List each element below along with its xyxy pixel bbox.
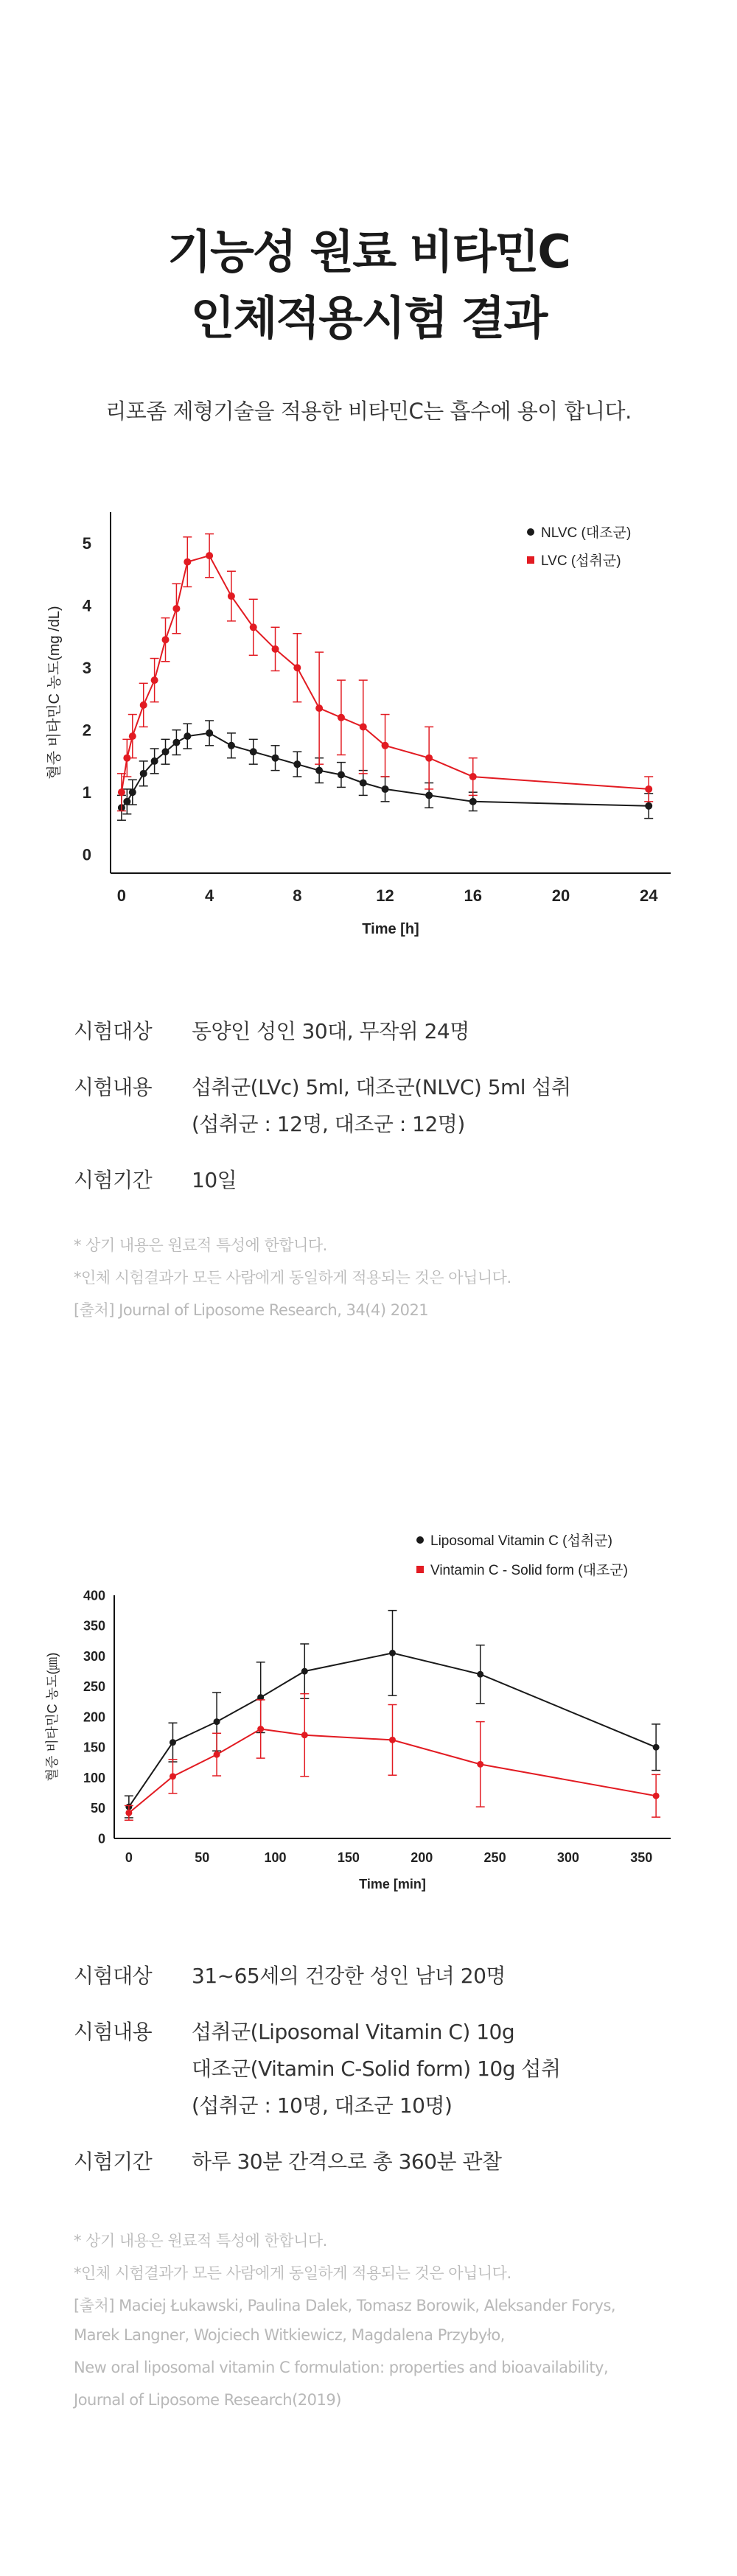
chart2-x-axis-label: Time [min] (359, 1877, 426, 1891)
chart1-series-0-point (228, 742, 235, 749)
study1-row-label: 시험내용 (74, 1075, 153, 1099)
chart2-x-tick-label: 50 (195, 1850, 210, 1865)
chart2-y-tick-label: 150 (83, 1740, 105, 1755)
chart1-y-axis-label: 혈중 비타민C 농도(mg /dL) (46, 606, 63, 780)
study2-row-label: 시험대상 (74, 1964, 153, 1988)
study1-row-value: 섭취군(LVc) 5ml, 대조군(NLVC) 5ml 섭취 (192, 1075, 571, 1099)
chart2-series-1-point (257, 1726, 264, 1732)
chart2-series-0-point (301, 1668, 308, 1675)
study1-row-value: 10일 (192, 1168, 237, 1192)
study1-note: [출처] Journal of Liposome Research, 34(4) 2021 (74, 1301, 429, 1319)
chart1-series-1-point (250, 623, 257, 631)
chart1-series-1-point (315, 704, 323, 712)
chart1-series-0-point (162, 748, 170, 755)
chart2-x-tick-label: 300 (556, 1850, 579, 1865)
chart2-legend-marker-0 (416, 1536, 424, 1544)
chart2-y-tick-label: 200 (83, 1709, 105, 1725)
chart2-x-tick-label: 150 (337, 1850, 360, 1865)
chart1-series-0-point (293, 760, 301, 768)
chart1-series-0-point (129, 788, 136, 796)
chart1-x-tick-label: 20 (551, 886, 570, 905)
chart1-y-tick-label: 1 (82, 783, 91, 802)
chart1-series-0-point (272, 755, 279, 762)
chart1-x-tick-label: 16 (464, 886, 483, 905)
chart1-x-tick-label: 24 (639, 886, 658, 905)
study2-row-value: 섭취군(Liposomal Vitamin C) 10g (192, 2020, 515, 2044)
chart1-x-tick-label: 0 (116, 886, 127, 905)
chart2-x-tick-label: 200 (411, 1850, 433, 1865)
chart1-series-0-point (469, 798, 477, 805)
chart2-series-0-point (170, 1739, 176, 1746)
chart2-y-tick-label: 100 (83, 1770, 105, 1785)
study2-row-label: 시험기간 (74, 2149, 153, 2174)
chart1-y-tick-label: 2 (82, 721, 91, 740)
chart1-legend-label-1: LVC (섭취군) (541, 553, 621, 569)
chart1-series-0-point (140, 770, 147, 777)
chart2-legend-label-1: Vintamin C - Solid form (대조군) (430, 1563, 628, 1578)
chart1-series-0-point (425, 791, 433, 799)
chart1-x-axis-label: Time [h] (362, 921, 419, 937)
chart1-series-1-point (338, 714, 345, 721)
chart1-series-0-point (206, 729, 213, 737)
chart2-y-tick-label: 350 (83, 1618, 105, 1634)
study2-note: * 상기 내용은 원료적 특성에 한합니다. (74, 2232, 327, 2250)
chart2-y-tick-label: 0 (97, 1831, 105, 1847)
chart2-legend-label-0: Liposomal Vitamin C (섭취군) (430, 1533, 612, 1549)
chart1-series-1-point (140, 701, 147, 709)
chart2-y-tick-label: 50 (90, 1801, 105, 1816)
chart1-series-0-point (360, 780, 367, 787)
chart1-series-1-point (293, 664, 301, 671)
chart2-series-1-point (170, 1773, 176, 1779)
chart1-legend-marker-1 (527, 556, 534, 564)
chart1-series-1-point (382, 742, 389, 749)
chart2-y-tick-label: 400 (83, 1588, 105, 1603)
chart1-series-1-point (184, 559, 191, 566)
chart1-series-1-point (228, 592, 235, 600)
chart2-series-1-point (389, 1737, 396, 1743)
chart1-series-1-point (162, 636, 170, 643)
page-title-line2: 인체적용시험 결과 (190, 291, 547, 345)
chart-plasma-vitc-hours (29, 501, 708, 973)
chart2-x-tick-label: 250 (483, 1850, 506, 1865)
chart1-series-0-point (382, 785, 389, 793)
study2-note: *인체 시험결과가 모든 사람에게 동일하게 적용되는 것은 아닙니다. (74, 2264, 511, 2282)
study1-row-value: (섭취군 : 12명, 대조군 : 12명) (192, 1112, 465, 1136)
chart1-series-1-point (129, 732, 136, 740)
chart1-series-1-point (272, 645, 279, 653)
chart1-series-0-point (338, 771, 345, 779)
chart1-legend-marker-0 (527, 528, 534, 536)
chart1-series-1-point (118, 788, 125, 796)
study2-row-value: 31~65세의 건강한 성인 남녀 20명 (192, 1964, 506, 1988)
chart1-series-0-point (645, 802, 652, 810)
chart1-series-0-point (250, 748, 257, 755)
chart2-series-1-point (125, 1810, 132, 1816)
study1-note: *인체 시험결과가 모든 사람에게 동일하게 적용되는 것은 아닙니다. (74, 1269, 511, 1287)
chart-plasma-vitc-minutes (29, 1525, 708, 1908)
chart2-y-axis-label: 혈중 비타민C 농도(㎛) (45, 1652, 60, 1782)
chart2-series-0-point (477, 1671, 483, 1678)
chart1-series-0-point (172, 739, 180, 746)
chart2-series-1-point (301, 1732, 308, 1738)
chart1-x-tick-label: 4 (204, 886, 214, 905)
chart2-x-tick-label: 100 (264, 1850, 287, 1865)
chart1-x-tick-label: 8 (293, 886, 302, 905)
chart2-series-0-point (389, 1650, 396, 1656)
chart1-series-1-point (360, 723, 367, 730)
chart1-series-1-point (645, 785, 652, 793)
chart2-series-1-point (477, 1761, 483, 1768)
chart1-legend-label-0: NLVC (대조군) (541, 525, 632, 541)
chart2-y-tick-label: 250 (83, 1679, 105, 1695)
study2-note: New oral liposomal vitamin C formulation: properties and bioavailability, (74, 2359, 609, 2376)
study2-note: Marek Langner, Wojciech Witkiewicz, Magdalena Przybyło, (74, 2326, 505, 2344)
chart2-x-tick-label: 0 (125, 1850, 133, 1865)
chart1-series-0-point (184, 732, 191, 740)
chart1-series-1-point (172, 605, 180, 612)
chart1-series-1-point (469, 773, 477, 780)
page-title-line1: 기능성 원료 비타민C (167, 225, 570, 279)
chart1-series-1-point (206, 552, 213, 559)
chart1-series-0-point (315, 767, 323, 774)
chart1-series-1-point (425, 755, 433, 762)
study2-note: [출처] Maciej Łukawski, Paulina Dalek, Tomasz Borowik, Aleksander Forys, (74, 2297, 616, 2314)
chart1-x-tick-label: 12 (376, 886, 394, 905)
chart2-y-tick-label: 300 (83, 1648, 105, 1664)
chart1-series-0-point (151, 757, 158, 765)
chart2-series-1-point (653, 1793, 660, 1799)
study2-row-value: 하루 30분 간격으로 총 360분 관찰 (192, 2149, 502, 2174)
page-subtitle: 리포좀 제형기술을 적용한 비타민C는 흡수에 용이 합니다. (105, 399, 632, 424)
study2-row-value: 대조군(Vitamin C-Solid form) 10g 섭취 (192, 2057, 561, 2081)
chart1-y-tick-label: 3 (82, 658, 91, 677)
study1-row-label: 시험기간 (74, 1168, 153, 1192)
chart1-series-1-point (151, 676, 158, 684)
chart2-x-tick-label: 350 (630, 1850, 653, 1865)
chart1-y-tick-label: 0 (82, 845, 91, 864)
study2-row-value: (섭취군 : 10명, 대조군 10명) (192, 2093, 453, 2118)
study1-row-value: 동양인 성인 30대, 무작위 24명 (192, 1019, 469, 1043)
chart1-y-tick-label: 5 (82, 533, 91, 553)
chart2-series-0-point (214, 1718, 220, 1725)
study2-note: Journal of Liposome Research(2019) (74, 2391, 341, 2409)
study1-note: * 상기 내용은 원료적 특성에 한합니다. (74, 1236, 327, 1254)
study1-row-label: 시험대상 (74, 1019, 153, 1043)
chart2-series-1-point (214, 1751, 220, 1758)
chart2-legend-marker-1 (416, 1566, 424, 1573)
study2-row-label: 시험내용 (74, 2020, 153, 2044)
chart2-series-0-point (653, 1744, 660, 1751)
chart1-y-tick-label: 4 (82, 596, 91, 615)
